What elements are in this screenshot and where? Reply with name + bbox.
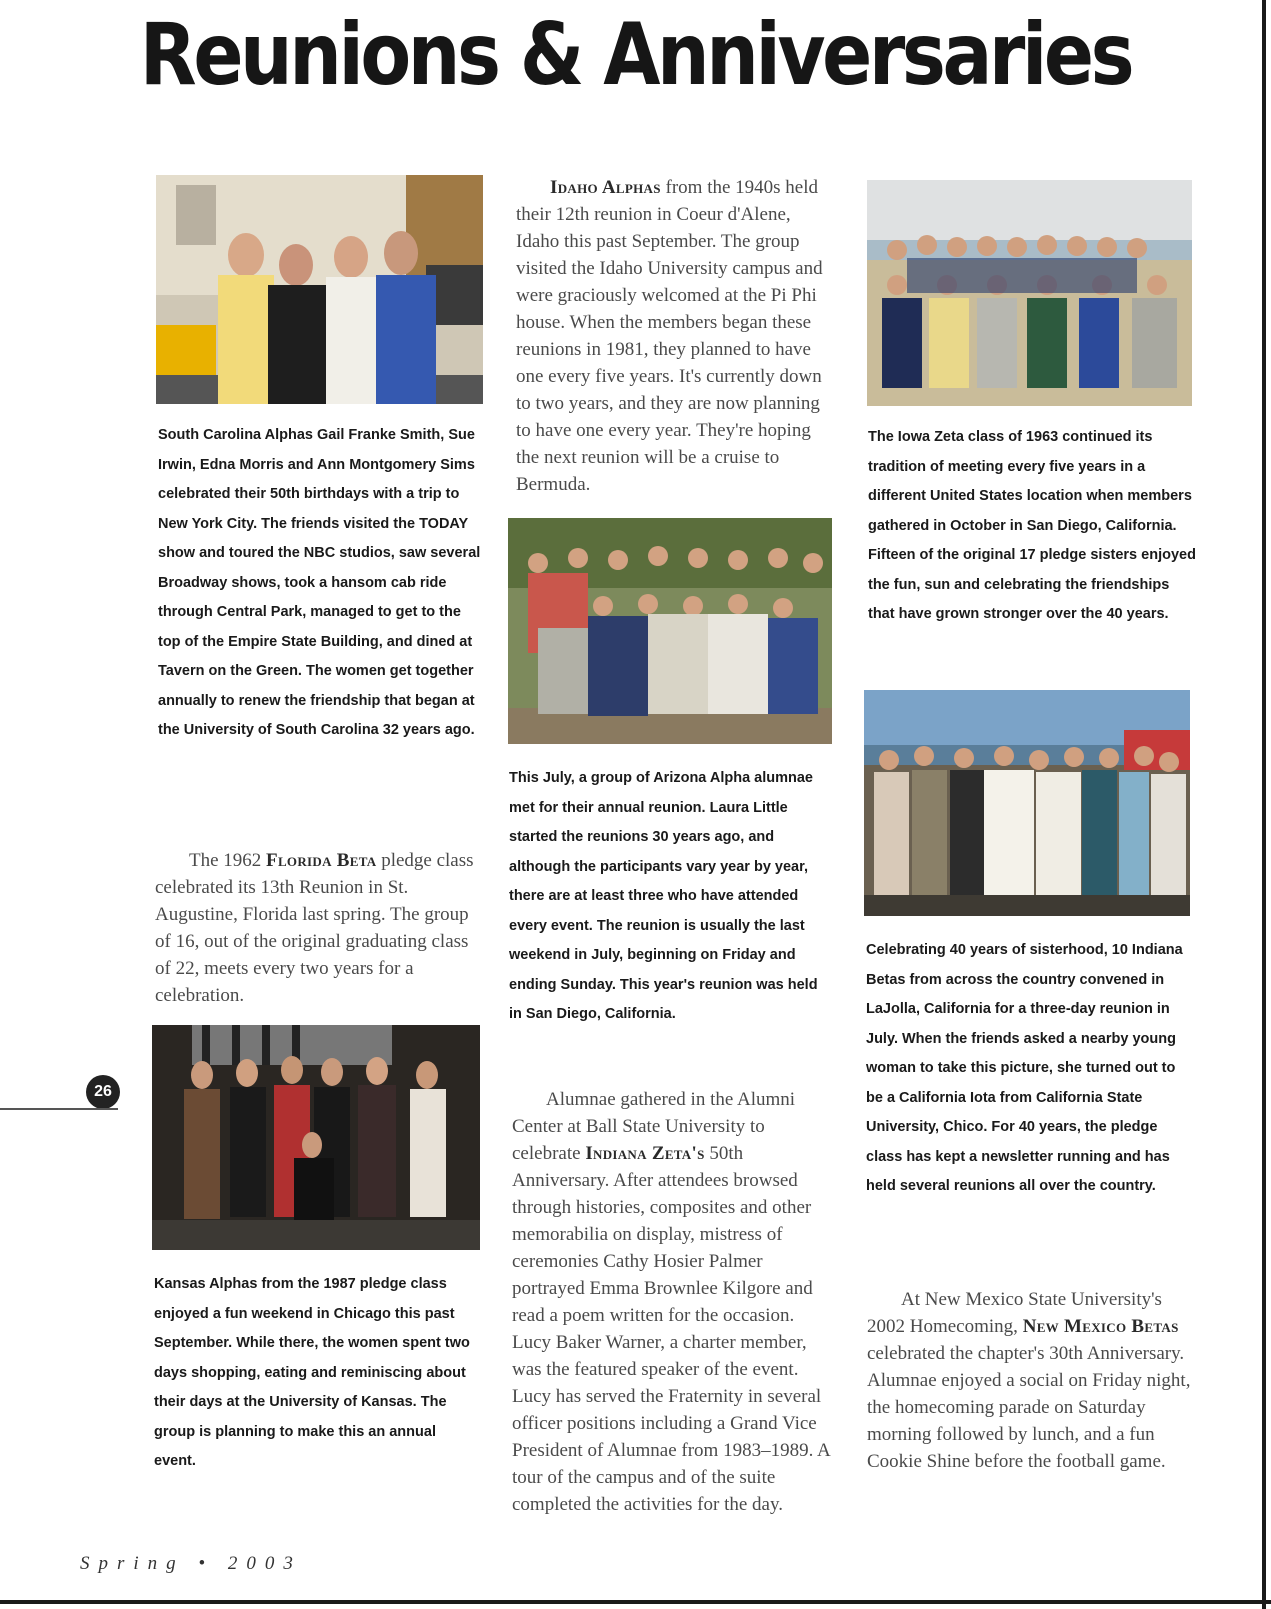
chapter-name-idaho-alphas: Idaho Alphas [550,177,661,198]
scan-edge-bottom [0,1600,1271,1604]
indiana-zeta-post: 50th Anniversary. After attendees browsed through histories, composites and other memorabilia on display, mistress of ceremonies Cathy Hosier Palmer portrayed Emma Brownlee Kilgore and read a poem written for the occasion. Lucy Baker Warner, a charter member, was the featured speaker of the event. Lucy has served the Fraternity in several officer positions including a Grand Vice President of Alumnae from 1983–1989. A tour of the campus and of the suite completed the activities for the day. [512,1143,830,1515]
caption-kansas-alphas: Kansas Alphas from the 1987 pledge class enjoyed a fun weekend in Chicago this past September. While there, the women spent two days shopping, eating and reminiscing about their days at the University of Kansas. The group is planning to make this an annual event. [154,1276,470,1469]
new-mexico-betas-pre: At New Mexico State University's 2002 Homecoming, [867,1289,1162,1337]
florida-beta-pre: The 1962 [189,850,267,871]
chapter-name-indiana-zeta: Indiana Zeta's [585,1143,705,1164]
idaho-alphas-post: from the 1940s held their 12th reunion in Coeur d'Alene, Idaho this past September. The group visited the Idaho University campus and were graciously welcomed at the Pi Phi house. When the members began these reunions in 1981, they planned to have one every five years. It's currently down to two years, and they are now planning to have one every year. They're hoping the next reunion will be a cruise to Bermuda. [516,177,823,495]
idaho-alphas-story [516,174,836,498]
caption-south-carolina-alphas: South Carolina Alphas Gail Franke Smith, Sue Irwin, Edna Morris and Ann Montgomery Sims celebrated their 50th birthdays with a trip to New York City. The friends visited the TODAY show and toured the NBC studios, saw several Broadway shows, took a hansom cab ride through Central Park, managed to get to the top of the Empire State Building, and dined at Tavern on the Green. The women get together annually to renew the friendship that began at the University of South Carolina 32 years ago. [158,427,481,738]
caption-iowa-zeta-class: The Iowa Zeta class of 1963 continued its tradition of meeting every five years in a different United States location when members gathered in October in San Diego, California. Fifteen of the original 17 pledge sisters enjoyed the fun, sun and celebrating the friendships that have grown stronger over the 40 years. [868,429,1196,622]
photo-arizona-alpha-alumnae [508,518,832,744]
new-mexico-betas-story [867,1286,1195,1475]
scan-edge-right [1262,0,1266,1609]
indiana-zeta-pre: Alumnae gathered in the Alumni Center at Ball State University to celebrate [512,1089,796,1164]
photo-iowa-zeta-class [867,180,1192,406]
florida-beta-story [155,847,487,1009]
photo-south-carolina-alphas [156,175,483,404]
photo-indiana-betas [864,690,1190,916]
caption-arizona-alpha-alumnae: This July, a group of Arizona Alpha alumnae met for their annual reunion. Laura Little started the reunions 30 years ago, and although the participants vary year by year, there are at least three who have attended every event. The reunion is usually the last weekend in July, beginning on Friday and ending Sunday. This year's reunion was held in San Diego, California. [509,770,818,1022]
issue-footer: Spring • 2003 [80,1553,302,1574]
page-number-rule [0,1108,118,1110]
page-title: Reunions & Anniversaries [139,5,1132,105]
chapter-name-florida-beta: Florida Beta [266,850,377,871]
photo-kansas-alphas [152,1025,480,1250]
chapter-name-new-mexico-betas: New Mexico Betas [1022,1316,1179,1337]
florida-beta-post: pledge class celebrated its 13th Reunion in St. Augustine, Florida last spring. The group of 16, out of the original graduating class of 22, meets every two years for a celebration. [155,850,474,1006]
caption-indiana-betas: Celebrating 40 years of sisterhood, 10 Indiana Betas from across the country convened in LaJolla, California for a three-day reunion in July. When the friends asked a nearby young woman to take this picture, she turned out to be a California Iota from California State University, Chico. For 40 years, the pledge class has kept a newsletter running and has held several reunions all over the country. [866,942,1183,1194]
indiana-zeta-story [512,1086,836,1518]
page-number-badge: 26 [86,1075,120,1109]
new-mexico-betas-post: celebrated the chapter's 30th Anniversary. Alumnae enjoyed a social on Friday night, the homecoming parade on Saturday morning followed by lunch, and a fun Cookie Shine before the football game. [867,1343,1191,1472]
